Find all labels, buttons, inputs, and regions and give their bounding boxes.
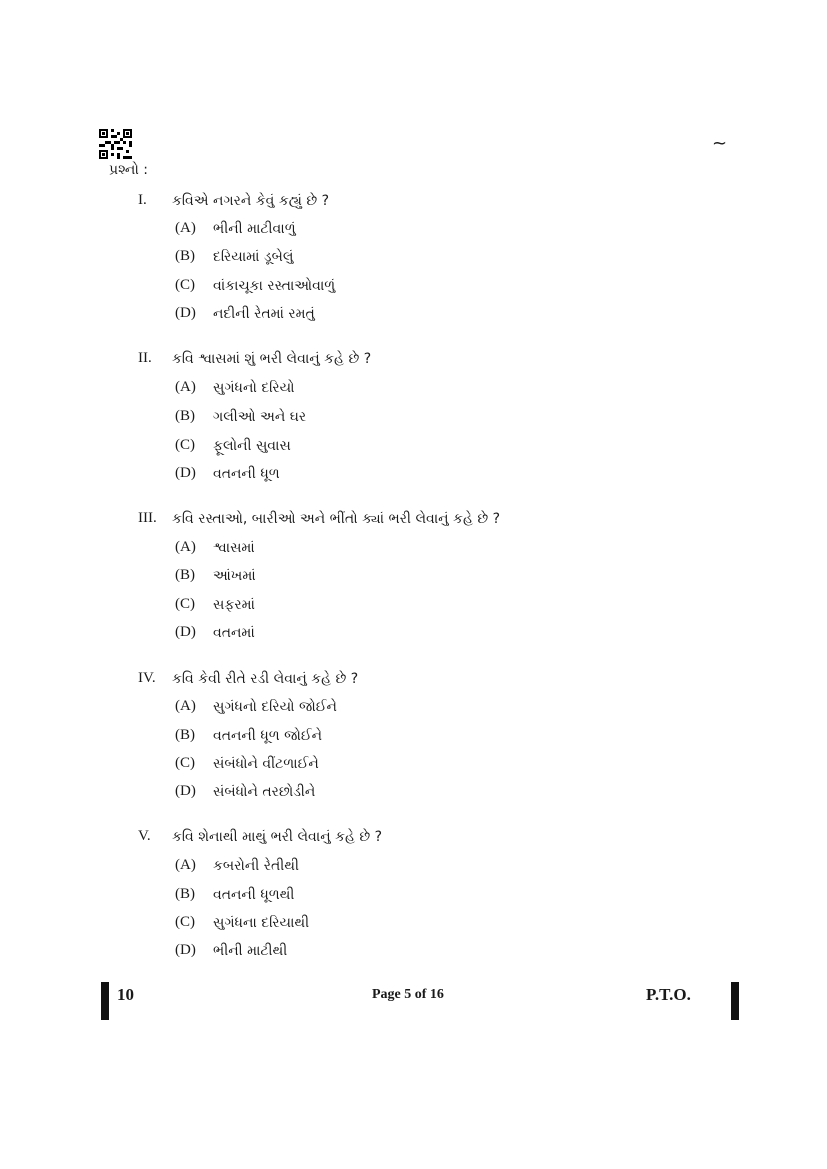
question-code: 10 [117, 985, 134, 1004]
option-label: (A) [175, 539, 196, 555]
qr-code [99, 129, 132, 159]
option-label: (D) [175, 305, 196, 321]
option-label: (C) [175, 914, 195, 930]
option-text: સુગંધનો દરિયો જોઈને [213, 699, 337, 715]
option-label: (C) [175, 596, 195, 612]
option-text: સંબંધોને વીંટળાઈને [213, 756, 319, 772]
question-number: II. [138, 350, 152, 366]
option-text: ગલીઓ અને ઘર [213, 409, 307, 425]
question-text: કવિ રસ્તાઓ, બારીઓ અને ભીંતો ક્યાં ભરી લેવાનું કહે છે ? [172, 511, 501, 527]
section-heading: પ્રશ્નો : [109, 162, 149, 178]
option-text: નદીની રેતમાં રમતું [213, 306, 315, 322]
option-text: વતનની ધૂળ [213, 466, 280, 482]
option-text: સંબંધોને તરછોડીને [213, 784, 316, 800]
option-label: (A) [175, 698, 196, 714]
option-label: (B) [175, 886, 195, 902]
question-text: કવિએ નગરને કેવું કહ્યું છે ? [172, 193, 330, 209]
option-text: વતનની ધૂળ જોઈને [213, 728, 323, 744]
question-text: કવિ કેવી રીતે રડી લેવાનું કહે છે ? [172, 671, 359, 687]
option-label: (A) [175, 857, 196, 873]
corner-mark: ~ [712, 133, 728, 154]
option-text: આંખમાં [213, 568, 256, 584]
option-text: સફરમાં [213, 597, 255, 613]
option-text: વાંકાચૂકા રસ્તાઓવાળું [213, 278, 336, 294]
option-label: (B) [175, 248, 195, 264]
pto-label: P.T.O. [646, 985, 691, 1004]
option-text: સુગંધનો દરિયો [213, 380, 295, 396]
option-label: (D) [175, 942, 196, 958]
question-number: V. [138, 828, 151, 844]
question-text: કવિ શેનાથી માથું ભરી લેવાનું કહે છે ? [172, 829, 383, 845]
question-text: કવિ શ્વાસમાં શું ભરી લેવાનું કહે છે ? [172, 351, 372, 367]
option-label: (D) [175, 465, 196, 481]
option-text: વતનની ધૂળથી [213, 887, 295, 903]
option-text: વતનમાં [213, 625, 255, 641]
option-label: (C) [175, 437, 195, 453]
option-label: (A) [175, 379, 196, 395]
footer-left-bar [101, 982, 109, 1020]
option-label: (C) [175, 755, 195, 771]
footer-right-bar [731, 982, 739, 1020]
option-label: (B) [175, 408, 195, 424]
option-text: શ્વાસમાં [213, 540, 255, 556]
option-label: (C) [175, 277, 195, 293]
question-number: III. [138, 510, 157, 526]
option-label: (D) [175, 624, 196, 640]
question-number: I. [138, 192, 147, 208]
question-number: IV. [138, 670, 156, 686]
option-text: ભીની માટીવાળું [213, 221, 296, 237]
option-text: સુગંધના દરિયાથી [213, 915, 310, 931]
option-label: (B) [175, 727, 195, 743]
option-label: (A) [175, 220, 196, 236]
option-text: કબરોની રેતીથી [213, 858, 300, 874]
option-text: ફૂલોની સુવાસ [213, 438, 291, 454]
option-text: ભીની માટીથી [213, 943, 288, 959]
option-label: (B) [175, 567, 195, 583]
page-number: Page 5 of 16 [372, 987, 444, 1002]
option-text: દરિયામાં ડૂબેલું [213, 249, 294, 265]
option-label: (D) [175, 783, 196, 799]
